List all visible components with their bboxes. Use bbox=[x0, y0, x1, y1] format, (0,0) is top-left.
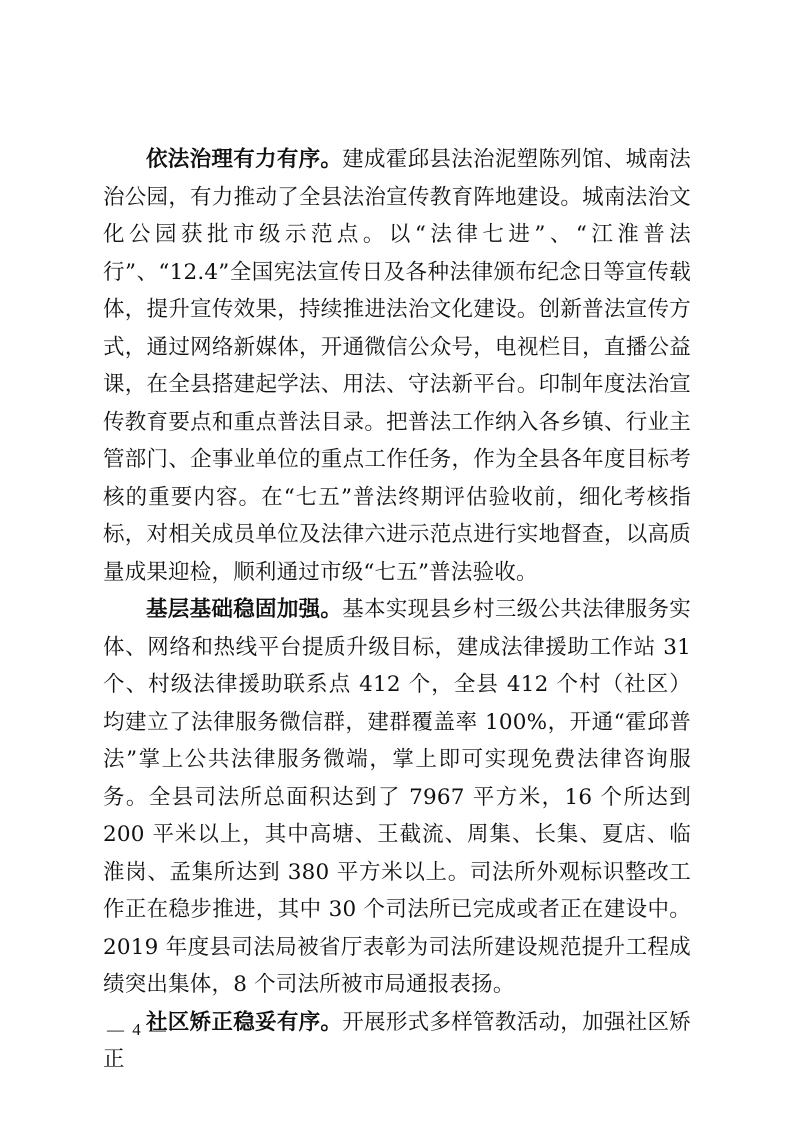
paragraph-text: 开展形式多样管教活动，加强社区矫正 bbox=[103, 1009, 691, 1072]
document-body bbox=[103, 141, 691, 1079]
paragraph-text: 建成霍邱县法治泥塑陈列馆、城南法治公园，有力推动了全县法治宣传教育阵地建设。城南法治文化公园获批市级示范点。以“法律七进”、“江淮普法行”、“12.4”全国宪法宣传日及各种法律颁布纪念日等宣传载体，提升宣传效果，持续推进法治文化建设。创新普法宣传方式，通过网络新媒体，开通微信公众号，电视栏目，直播公益课，在全县搭建起学法、用法、守法新平台。印制年度法治宣传教育要点和重点普法目录。把普法工作纳入各乡镇、行业主管部门、企事业单位的重点工作任务，作为全县各年度目标考核的重要内容。在“七五”普法终期评估验收前，细化考核指标，对相关成员单位及法律六进示范点进行实地督查，以高质量成果迎检，顺利通过市级“七五”普法验收。 bbox=[103, 147, 691, 585]
paragraph-community-correction bbox=[103, 1004, 691, 1079]
paragraph-heading: 社区矫正稳妥有序。 bbox=[146, 1009, 343, 1035]
paragraph-heading: 依法治理有力有序。 bbox=[146, 147, 343, 172]
paragraph-text: 基本实现县乡村三级公共法律服务实体、网络和热线平台提质升级目标，建成法律援助工作站 31 个、村级法律援助联系点 412 个，全县 412 个村（社区）均建立了法律服务微信群，建群覆盖率 100%，开通“霍邱普法”掌上公共法律服务微端，掌上即可实现免费法律咨询服务。全县司法所总面积达到了 7967 平方米，16 个所达到 200 平米以上，其中高塘、王截流、周集、长集、夏店、临淮岗、孟集所达到 380 平方米以上。司法所外观标识整改工作正在稳步推进，其中 30 个司法所已完成或者正在建设中。2019 年度县司法局被省厅表彰为司法所建设规范提升工程成绩突出集体，8 个司法所被市局通报表扬。 bbox=[103, 597, 691, 997]
paragraph-rule-of-law bbox=[103, 141, 691, 591]
paragraph-heading: 基层基础稳固加强。 bbox=[146, 597, 343, 622]
paragraph-grassroots bbox=[103, 591, 691, 1004]
page-number: — 4 — bbox=[107, 1020, 168, 1039]
